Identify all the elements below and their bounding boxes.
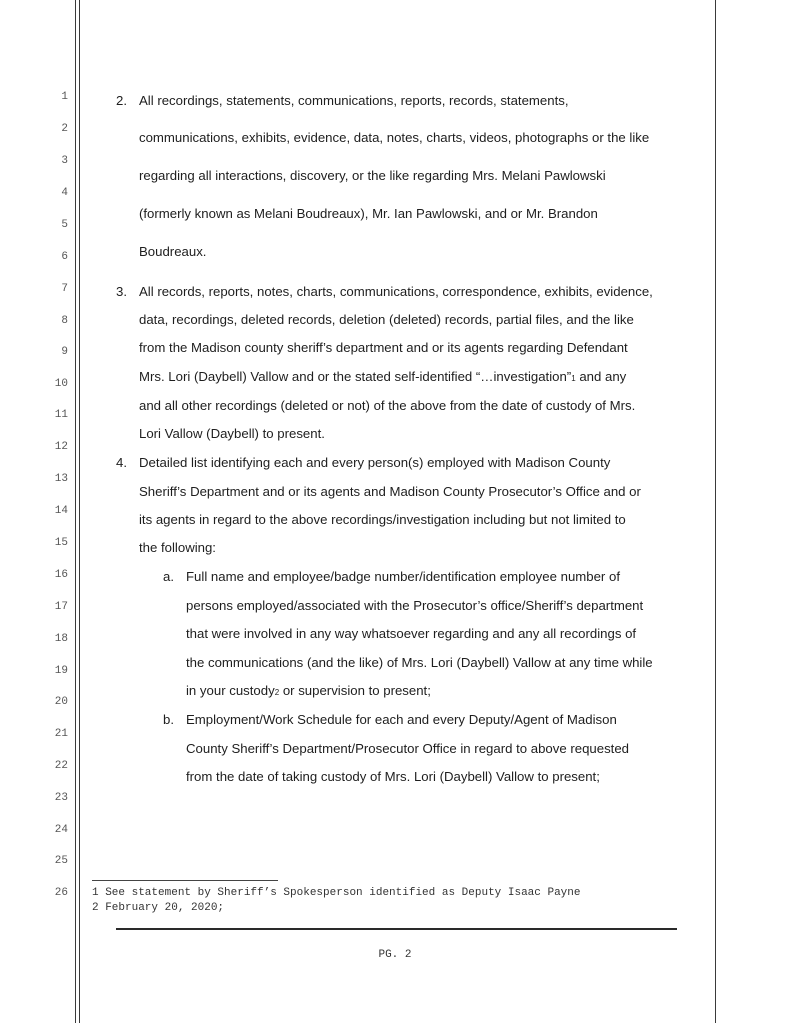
body-line: in your custody2 or supervision to present; — [186, 683, 431, 698]
line-number: 22 — [54, 760, 68, 772]
footer-rule — [116, 928, 677, 930]
body-line: that were involved in any way whatsoever regarding and any all recordings of — [186, 626, 637, 641]
item-number: 2. — [116, 93, 127, 108]
body-line: regarding all interactions, discovery, or the like regarding Mrs. Melani Pawlowski — [139, 168, 606, 183]
body-line: County Sheriff’s Department/Prosecutor Office in regard to above requested — [186, 741, 629, 756]
line-number: 14 — [54, 505, 68, 517]
line-number: 13 — [54, 473, 68, 485]
body-line: Full name and employee/badge number/identification employee number of — [186, 569, 620, 584]
sub-item-letter: a. — [163, 569, 174, 584]
line-number: 18 — [54, 633, 68, 645]
line-number: 26 — [54, 887, 68, 899]
footnote-2: 2 February 20, 2020; — [92, 902, 225, 914]
page-number: PG. 2 — [378, 949, 412, 961]
footnote-1: 1 See statement by Sheriff’s Spokesperson identified as Deputy Isaac Payne — [92, 887, 581, 899]
body-line: Lori Vallow (Daybell) to present. — [139, 426, 325, 441]
line-number: 4 — [61, 187, 68, 199]
body-line: its agents in regard to the above recordings/investigation including but not limited to — [139, 512, 626, 527]
line-number: 20 — [54, 696, 68, 708]
body-line: Sheriff’s Department and or its agents and Madison County Prosecutor’s Office and or — [139, 484, 641, 499]
line-number: 2 — [61, 123, 68, 135]
sub-item-letter: b. — [163, 712, 174, 727]
line-number: 5 — [61, 219, 68, 231]
line-number: 9 — [61, 346, 68, 358]
item-number: 3. — [116, 284, 127, 299]
body-line: All recordings, statements, communications, reports, records, statements, — [139, 93, 569, 108]
line-number: 6 — [61, 251, 68, 263]
line-number: 15 — [54, 537, 68, 549]
line-number: 3 — [61, 155, 68, 167]
body-line: (formerly known as Melani Boudreaux), Mr. Ian Pawlowski, and or Mr. Brandon — [139, 206, 598, 221]
body-line: persons employed/associated with the Prosecutor’s office/Sheriff’s department — [186, 598, 644, 613]
line-number: 19 — [54, 665, 68, 677]
line-number: 25 — [54, 855, 68, 867]
body-line: and all other recordings (deleted or not) of the above from the date of custody of Mrs. — [139, 398, 636, 413]
body-line: from the Madison county sheriff’s department and or its agents regarding Defendant — [139, 340, 628, 355]
footnote-ref: 1 — [571, 374, 576, 383]
body-line: Mrs. Lori (Daybell) Vallow and or the stated self-identified “…investigation”1 and any — [139, 369, 627, 384]
body-line: Boudreaux. — [139, 244, 207, 259]
body-line: Employment/Work Schedule for each and every Deputy/Agent of Madison — [186, 712, 617, 727]
body-line: communications, exhibits, evidence, data, notes, charts, videos, photographs or the like — [139, 130, 650, 145]
line-number: 7 — [61, 283, 68, 295]
body-line: All records, reports, notes, charts, communications, correspondence, exhibits, evidence, — [139, 284, 653, 299]
line-number: 8 — [61, 315, 68, 327]
line-number: 23 — [54, 792, 68, 804]
line-number: 21 — [54, 728, 68, 740]
line-number: 1 — [61, 91, 68, 103]
line-number: 11 — [54, 409, 68, 421]
line-number: 10 — [54, 378, 68, 390]
line-number: 24 — [54, 824, 68, 836]
line-number: 12 — [54, 441, 68, 453]
left-margin-rule-inner — [79, 0, 80, 1023]
line-number: 17 — [54, 601, 68, 613]
body-line: from the date of taking custody of Mrs. Lori (Daybell) Vallow to present; — [186, 769, 600, 784]
right-margin-rule — [715, 0, 716, 1023]
left-margin-rule — [75, 0, 76, 1023]
body-line: the communications (and the like) of Mrs. Lori (Daybell) Vallow at any time while — [186, 655, 653, 670]
body-line: the following: — [139, 540, 216, 555]
body-line: Detailed list identifying each and every person(s) employed with Madison County — [139, 455, 611, 470]
body-line: data, recordings, deleted records, deletion (deleted) records, partial files, and the like — [139, 312, 634, 327]
footnote-ref: 2 — [274, 688, 280, 697]
item-number: 4. — [116, 455, 127, 470]
line-number: 16 — [54, 569, 68, 581]
footnote-separator — [92, 880, 278, 881]
